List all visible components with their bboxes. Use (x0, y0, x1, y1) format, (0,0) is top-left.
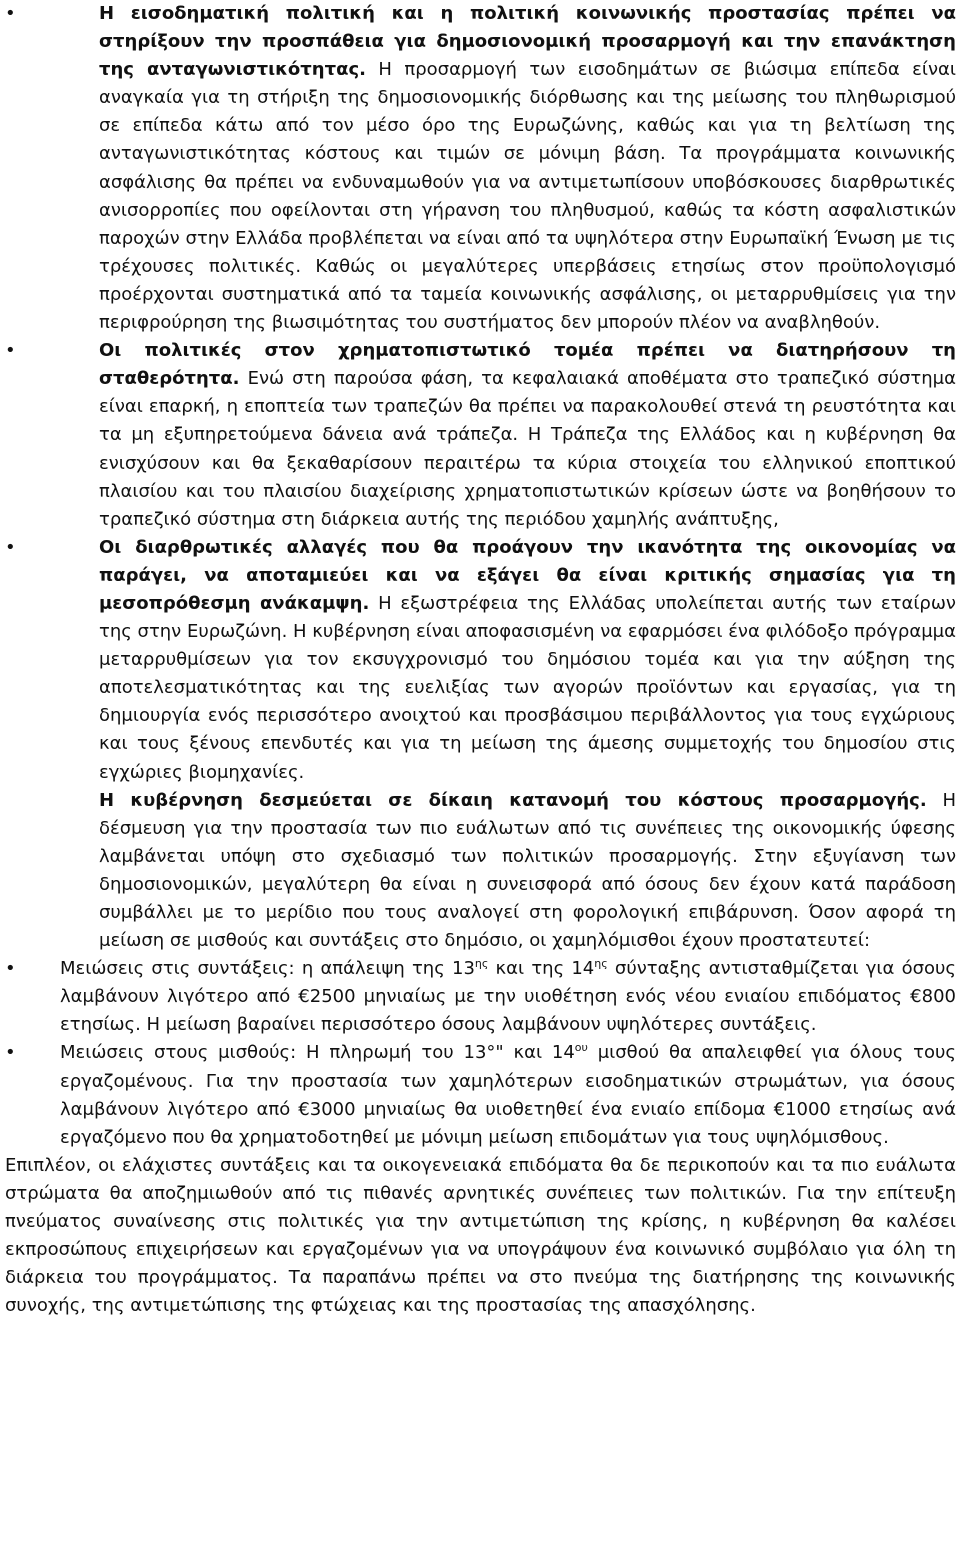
bullet-icon: • (5, 3, 16, 24)
bullet-paragraph-structural-changes (5, 534, 956, 787)
bullet-paragraph-income-policy (5, 0, 956, 337)
superscript: ου (574, 1041, 588, 1055)
closing-paragraph (5, 1152, 956, 1321)
paragraph-text: Η δέσμευση για την προστασία των πιο ευάλωτων από τις συνέπειες της οικονομικής ύφεσης λαμβάνεται υπόψη στο σχεδιασμό των πολιτικών προσαρμογής. Στην εξυγίανση των δημοσιονομικών, μεγαλύτερη θα είναι η συνεισφορά από όσους δεν έχουν κατά παράδοση συμβάλλει με το μερίδιο που τους αναλογεί στη φορολογική επιβάρυνση. Όσον αφορά τη μείωση σε μισθούς και συντάξεις στο δημόσιο, οι χαμηλόμισθοι έχουν προστατευτεί: (99, 789, 956, 952)
bold-heading: Η κυβέρνηση δεσμεύεται σε δίκαιη κατανομή του κόστους προσαρμογής. (99, 789, 927, 811)
bold-heading: Η εισοδηματική πολιτική και η πολιτική κοινωνικής προστασίας πρέπει να στηρίξουν την προσπάθεια για δημοσιονομική προσαρμογή και την επανάκτηση της ανταγωνιστικότητας. (99, 3, 956, 81)
superscript: ης (594, 957, 608, 971)
paragraph-text: Η προσαρμογή των εισοδημάτων σε βιώσιμα επίπεδα είναι αναγκαία για τη στήριξη της δημοσιονομικής διόρθωσης και της μείωσης του πληθωρισμού σε επίπεδα κάτω από τον μέσο όρο της Ευρωζώνης, καθώς και για τη βελτίωση της ανταγωνιστικότητας κόστους και τιμών σε μόνιμη βάση. Τα προγράμματα κοινωνικής ασφάλισης θα πρέπει να ενδυναμωθούν για να αντιμετωπίσουν υποβόσκουσες διαρθρωτικές ανισορροπίες που οφείλονται στη γήρανση του πληθυσμού, καθώς τα κόστη ασφαλιστικών παροχών στην Ελλάδα προβλέπεται να είναι από τα υψηλότερα στην Ευρωπαϊκή Ένωση με τις τρέχουσες πολιτικές. Καθώς οι μεγαλύτερες υπερβάσεις ετησίως στον προϋπολογισμό προέρχονται συστηματικά από τα ταμεία κοινωνικής ασφάλισης, οι μεταρρυθμίσεις για την περιφρούρηση της βιωσιμότητας του συστήματος δεν μπορούν πλέον να αναβληθούν. (99, 59, 956, 334)
bullet-icon: • (5, 536, 16, 558)
paragraph-text: μισθού θα απαλειφθεί για όλους τους εργαζομένους. Για την προστασία των χαμηλότερων εισοδηματικών στρωμάτων, για όσους λαμβάνουν λιγότερο από €3000 μηνιαίως θα υιοθετηθεί ένα ενιαίο επίδομα €1000 ετησίως ανά εργαζόμενο που θα χρηματοδοτηθεί με μόνιμη μείωση επιδομάτων για τους υψηλόμισθους. (60, 1042, 956, 1148)
paragraph-text: Επιπλέον, οι ελάχιστες συντάξεις και τα οικογενειακά επιδόματα θα δε περικοπούν και τα πιο ευάλωτα στρώματα θα αποζημιωθούν από τις πιθανές αρνητικές συνέπειες των πολιτικών. Για την επίτευξη πνεύματος συναίνεσης στις πολιτικές για την αντιμετώπιση της κρίσης, η κυβέρνηση θα καλέσει εκπροσώπους επιχειρήσεων και εργαζομένων για να υπογράψουν ένα κοινωνικό συμβόλαιο για όλη τη διάρκεια του προγράμματος. Τα παραπάνω πρέπει να στο πνεύμα της διατήρησης της κοινωνικής συνοχής, της αντιμετώπισης της φτώχειας και της προστασίας της απασχόλησης. (5, 1154, 956, 1317)
bullet-icon: • (5, 958, 16, 980)
bullet-paragraph-wages (5, 1039, 956, 1151)
paragraph-text: Η εξωστρέφεια της Ελλάδας υπολείπεται αυτής των εταίρων της στην Ευρωζώνη. Η κυβέρνηση είναι αποφασισμένη να εφαρμόσει ένα φιλόδοξο πρόγραμμα μεταρρυθμίσεων για τον εκσυγχρονισμό του δημόσιου τομέα και για την αύξηση της αποτελεσματικότητας και της ευελιξίας των αγορών προϊόντων και εργασίας, για τη δημιουργία ενός περισσότερο ανοιχτού και προσβάσιμου περιβάλλοντος για τους εγχώριους και τους ξένους επενδυτές και για τη μείωση της άμεσης συμμετοχής του δημοσίου στις εγχώριες βιομηχανίες. (99, 592, 956, 783)
paragraph-text: Μειώσεις στις συντάξεις: η απάλειψη της 13 (60, 958, 475, 980)
bullet-paragraph-financial-sector (5, 337, 956, 534)
bullet-icon: • (5, 1042, 16, 1064)
bullet-paragraph-pensions (5, 955, 956, 1039)
bold-heading: Οι διαρθρωτικές αλλαγές που θα προάγουν την ικανότητα της οικονομίας να παράγει, να αποταμιεύει και να εξάγει θα είναι κριτικής σημασίας για τη μεσοπρόθεσμη ανάκαμψη. (99, 536, 956, 614)
numbered-paragraph-8 (5, 787, 956, 956)
paragraph-text: σύνταξης αντισταθμίζεται για όσους λαμβάνουν λιγότερο από €2500 μηνιαίως με την υιοθέτηση ενός νέου ενιαίου επιδόματος €800 ετησίως. Η μείωση βαραίνει περισσότερο όσους λαμβάνουν υψηλότερες συντάξεις. (60, 958, 956, 1036)
paragraph-text: Ενώ στη παρούσα φάση, τα κεφαλαιακά αποθέματα στο τραπεζικό σύστημα είναι επαρκή, η εποπτεία των τραπεζών θα πρέπει να παρακολουθεί στενά τη ρευστότητα και τα μη εξυπηρετούμενα δάνεια ανά τράπεζα. Η Τράπεζα της Ελλάδος και η κυβέρνηση θα ενισχύσουν και θα ξεκαθαρίσουν περαιτέρω τα κύρια στοιχεία του ελληνικού εποπτικού πλαισίου και του πλαισίου διαχείρισης χρηματοπιστωτικών κρίσεων ώστε να βοηθήσουν το τραπεζικό σύστημα στη διάρκεια αυτής της περιόδου χαμηλής ανάπτυξης, (99, 368, 956, 530)
bold-heading: Οι πολιτικές στον χρηματοπιστωτικό τομέα πρέπει να διατηρήσουν τη σταθερότητα. (99, 340, 956, 390)
paragraph-text: Μειώσεις στους μισθούς: Η πληρωμή του 13°" και 14 (60, 1042, 575, 1064)
section-number (5, 787, 99, 815)
paragraph-text: και της 14 (488, 958, 595, 980)
superscript: ης (474, 957, 489, 971)
bullet-icon: • (5, 340, 16, 362)
